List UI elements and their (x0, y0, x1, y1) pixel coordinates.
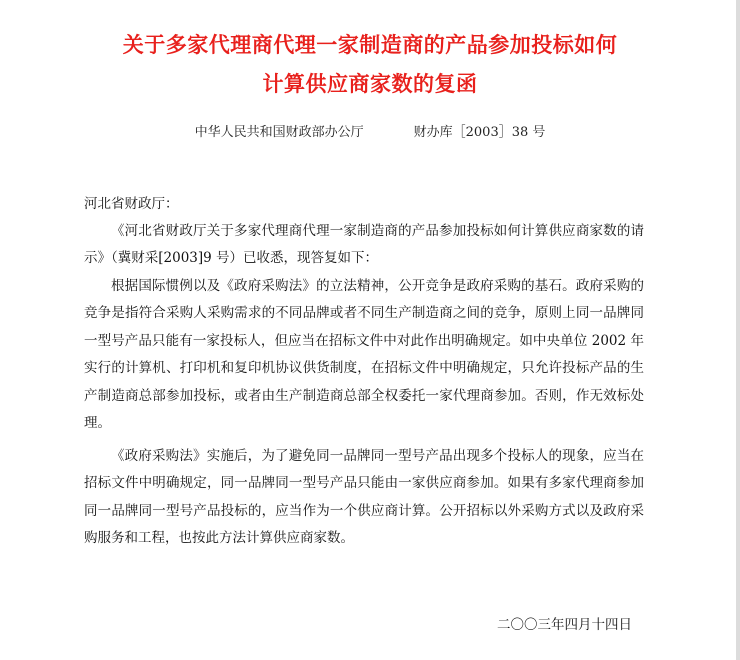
page-edge-shadow (736, 0, 740, 660)
document-number: 财办库［2003］38 号 (413, 125, 546, 140)
document-date: 二〇〇三年四月十四日 (497, 617, 632, 633)
paragraph-2: 根据国际惯例以及《政府采购法》的立法精神，公开竞争是政府采购的基石。政府采购的竞争是指符合采购人采购需求的不同品牌或者不同生产制造商之间的竞争，原则上同一品牌同一型号产品只能有一家投标人，但应当在招标文件中对此作出明确规定。如中央单位 2002 年实行的计算机、打印机和复印机协议供货制度，在招标文件中明确规定，只允许投标产品的生产制造商总部参加投标，或者由生产制造商总部全权委托一家代理商参加。否则，作无效标处理。 (84, 278, 644, 432)
paragraph-3: 《政府采购法》实施后，为了避免同一品牌同一型号产品出现多个投标人的现象，应当在招标文件中明确规定，同一品牌同一型号产品只能由一家供应商参加。如果有多家代理商参加同一品牌同一型号产品投标的，应当作为一个供应商计算。公开招标以外采购方式以及政府采购服务和工程，也按此方法计算供应商家数。 (84, 448, 644, 547)
document-title-line-2: 计算供应商家数的复函 (262, 72, 478, 96)
document-meta (0, 121, 740, 140)
document-title-line-1: 关于多家代理商代理一家制造商的产品参加投标如何 (122, 33, 618, 57)
salutation: 河北省财政厅： (84, 196, 179, 212)
paragraph-1: 《河北省财政厅关于多家代理商代理一家制造商的产品参加投标如何计算供应商家数的请示》（冀财采[2003]9 号）已收悉，现答复如下： (84, 223, 644, 267)
issuer: 中华人民共和国财政部办公厅 (194, 125, 364, 140)
